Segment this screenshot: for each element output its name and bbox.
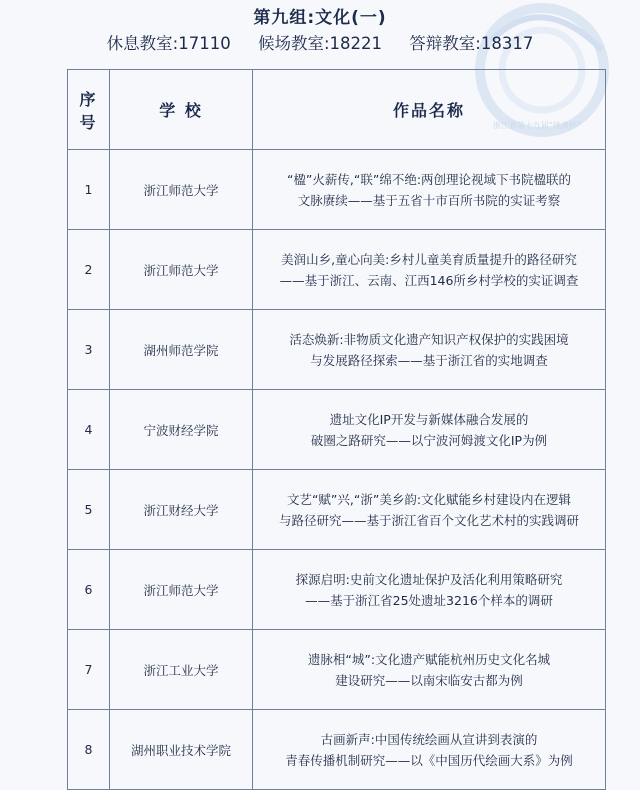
row-work-line: 遗址文化IP开发与新媒体融合发展的 bbox=[329, 411, 529, 427]
row-work-line: 文脉赓续——基于五省十市百所书院的实证考察 bbox=[297, 192, 561, 208]
table-row bbox=[68, 310, 606, 390]
row-number: 3 bbox=[68, 310, 110, 390]
row-work bbox=[253, 390, 606, 470]
row-work-line: 美润山乡,童心向美:乡村儿童美育质量提升的路径研究 bbox=[281, 251, 577, 267]
row-work-line: 破圈之路研究——以宁波河姆渡文化IP为例 bbox=[310, 432, 548, 448]
row-work-line: 与路径研究——基于浙江省百个文化艺术村的实践调研 bbox=[278, 512, 579, 528]
room-info bbox=[0, 32, 640, 56]
row-number: 4 bbox=[68, 390, 110, 470]
row-school: 宁波财经学院 bbox=[110, 390, 253, 470]
row-number: 6 bbox=[68, 550, 110, 630]
row-work bbox=[253, 710, 606, 790]
row-work bbox=[253, 230, 606, 310]
waiting-room: 候场教室:18221 bbox=[257, 34, 383, 53]
table-header-row bbox=[68, 70, 606, 150]
row-work-line: 遗脉相“城”:文化遗产赋能杭州历史文化名城 bbox=[307, 651, 551, 667]
watermark-text: 浙江省第十九届“挑战杯” bbox=[492, 121, 582, 130]
row-school: 湖州师范学院 bbox=[110, 310, 253, 390]
row-work bbox=[253, 630, 606, 710]
row-number: 7 bbox=[68, 630, 110, 710]
row-work-line: 建设研究——以南宋临安古都为例 bbox=[335, 672, 523, 688]
row-work bbox=[253, 150, 606, 230]
row-number: 5 bbox=[68, 470, 110, 550]
table-row bbox=[68, 390, 606, 470]
works-table bbox=[67, 69, 606, 790]
row-work-line: 古画新声:中国传统绘画从宣讲到表演的 bbox=[320, 731, 538, 747]
row-work-line: 与发展路径探索——基于浙江省的实地调查 bbox=[310, 352, 548, 368]
table-row bbox=[68, 630, 606, 710]
row-school: 湖州职业技术学院 bbox=[110, 710, 253, 790]
column-header-school: 学 校 bbox=[110, 70, 253, 150]
row-number: 2 bbox=[68, 230, 110, 310]
row-number: 1 bbox=[68, 150, 110, 230]
page-header bbox=[0, 6, 640, 56]
row-school: 浙江工业大学 bbox=[110, 630, 253, 710]
row-work-line: 探源启明:史前文化遗址保护及活化利用策略研究 bbox=[295, 571, 563, 587]
page-title: 第九组:文化(一) bbox=[253, 8, 387, 28]
row-school: 浙江师范大学 bbox=[110, 150, 253, 230]
row-school: 浙江师范大学 bbox=[110, 550, 253, 630]
row-work bbox=[253, 470, 606, 550]
column-header-number: 序 号 bbox=[68, 70, 110, 150]
defense-room: 答辩教室:18317 bbox=[409, 34, 534, 53]
rest-room: 休息教室:17110 bbox=[106, 34, 231, 53]
row-work-line: 文艺“赋”兴,“浙”美乡韵:文化赋能乡村建设内在逻辑 bbox=[286, 491, 572, 507]
table-row bbox=[68, 710, 606, 790]
table-row bbox=[68, 230, 606, 310]
column-header-work: 作品名称 bbox=[253, 70, 606, 150]
row-work bbox=[253, 550, 606, 630]
row-work-line: “楹”火薪传,“联”绵不绝:两创理论视域下书院楹联的 bbox=[286, 171, 572, 187]
table-row bbox=[68, 470, 606, 550]
row-work-line: ——基于浙江、云南、江西146所乡村学校的实证调查 bbox=[279, 272, 579, 288]
row-number: 8 bbox=[68, 710, 110, 790]
row-work bbox=[253, 310, 606, 390]
row-work-line: 活态焕新:非物质文化遗产知识产权保护的实践困境 bbox=[289, 331, 569, 347]
row-school: 浙江师范大学 bbox=[110, 230, 253, 310]
row-work-line: 青春传播机制研究——以《中国历代绘画大系》为例 bbox=[285, 752, 573, 768]
table-row bbox=[68, 150, 606, 230]
row-school: 浙江财经大学 bbox=[110, 470, 253, 550]
row-work-line: ——基于浙江省25处遗址3216个样本的调研 bbox=[305, 592, 553, 608]
table-row bbox=[68, 550, 606, 630]
